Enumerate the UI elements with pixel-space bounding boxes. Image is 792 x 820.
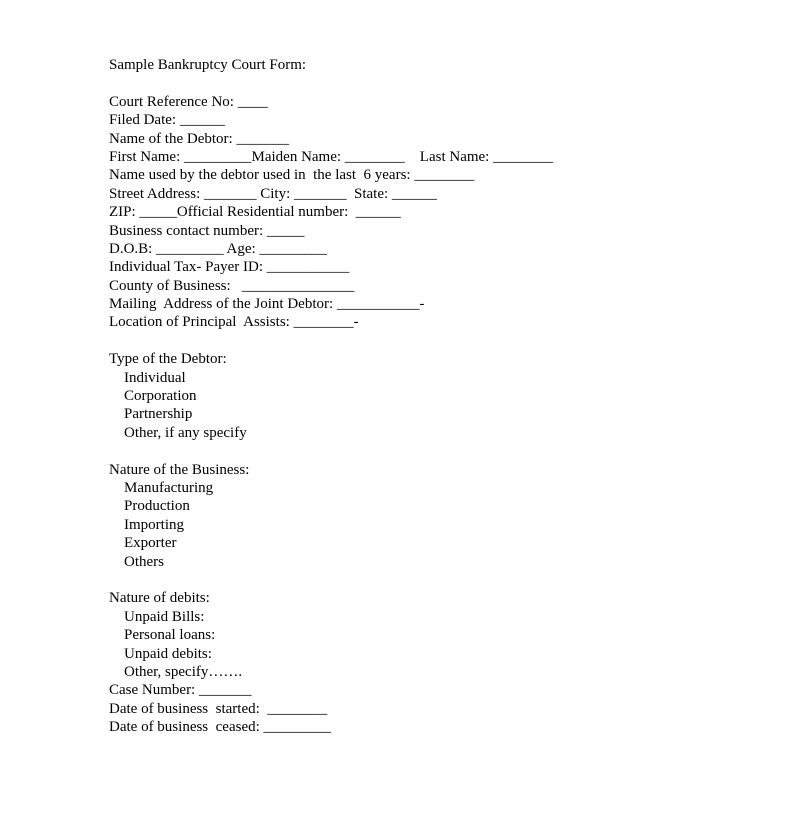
business-contact-field: Business contact number: _____ — [109, 222, 305, 239]
business-started-field: Date of business started: ________ — [109, 700, 328, 717]
closing-fields — [109, 681, 749, 736]
business-nature-section — [109, 461, 749, 571]
section-heading: Nature of the Business: — [109, 461, 250, 478]
spacer — [109, 332, 749, 350]
debtor-type-section — [109, 350, 749, 442]
list-item: Personal loans: — [124, 627, 216, 644]
section-heading: Type of the Debtor: — [109, 351, 227, 368]
list-item: Individual — [124, 369, 186, 386]
form-title: Sample Bankruptcy Court Form: — [109, 57, 307, 73]
list-item: Others — [124, 553, 164, 570]
debits-nature-section — [109, 589, 749, 681]
address-field: Street Address: _______ City: _______ State: ______ — [109, 185, 437, 202]
spacer — [109, 74, 749, 92]
principal-assets-location-field: Location of Principal Assists: ________- — [109, 314, 359, 331]
list-item: Importing — [124, 516, 184, 533]
tax-payer-id-field: Individual Tax- Payer ID: ___________ — [109, 259, 350, 276]
debtor-name-field: Name of the Debtor: _______ — [109, 130, 289, 147]
dob-age-field: D.O.B: _________ Age: _________ — [109, 240, 327, 257]
case-number-field: Case Number: _______ — [109, 682, 252, 699]
list-item: Partnership — [124, 406, 193, 423]
county-of-business-field: County of Business: _______________ — [109, 277, 355, 294]
previous-names-field: Name used by the debtor used in the last 6 years: ________ — [109, 167, 475, 184]
list-item: Other, if any specify — [124, 424, 247, 441]
name-parts-field: First Name: _________Maiden Name: ________ Last Name: ________ — [109, 148, 554, 165]
list-item: Exporter — [124, 535, 177, 552]
bankruptcy-form-document — [109, 56, 749, 736]
list-item: Production — [124, 498, 190, 515]
business-ceased-field: Date of business ceased: _________ — [109, 719, 332, 736]
filed-date-field: Filed Date: ______ — [109, 112, 225, 129]
list-item: Unpaid Bills: — [124, 608, 205, 625]
joint-debtor-address-field: Mailing Address of the Joint Debtor: ___________- — [109, 296, 425, 313]
spacer — [109, 571, 749, 589]
list-item: Manufacturing — [124, 479, 214, 496]
court-reference-field: Court Reference No: ____ — [109, 93, 268, 110]
list-item: Other, specify……. — [124, 663, 243, 680]
section-heading: Nature of debits: — [109, 590, 210, 607]
debtor-info-fields — [109, 93, 749, 332]
zip-residential-field: ZIP: _____Official Residential number: ______ — [109, 204, 401, 221]
list-item: Corporation — [124, 388, 197, 405]
spacer — [109, 442, 749, 460]
list-item: Unpaid debits: — [124, 645, 212, 662]
